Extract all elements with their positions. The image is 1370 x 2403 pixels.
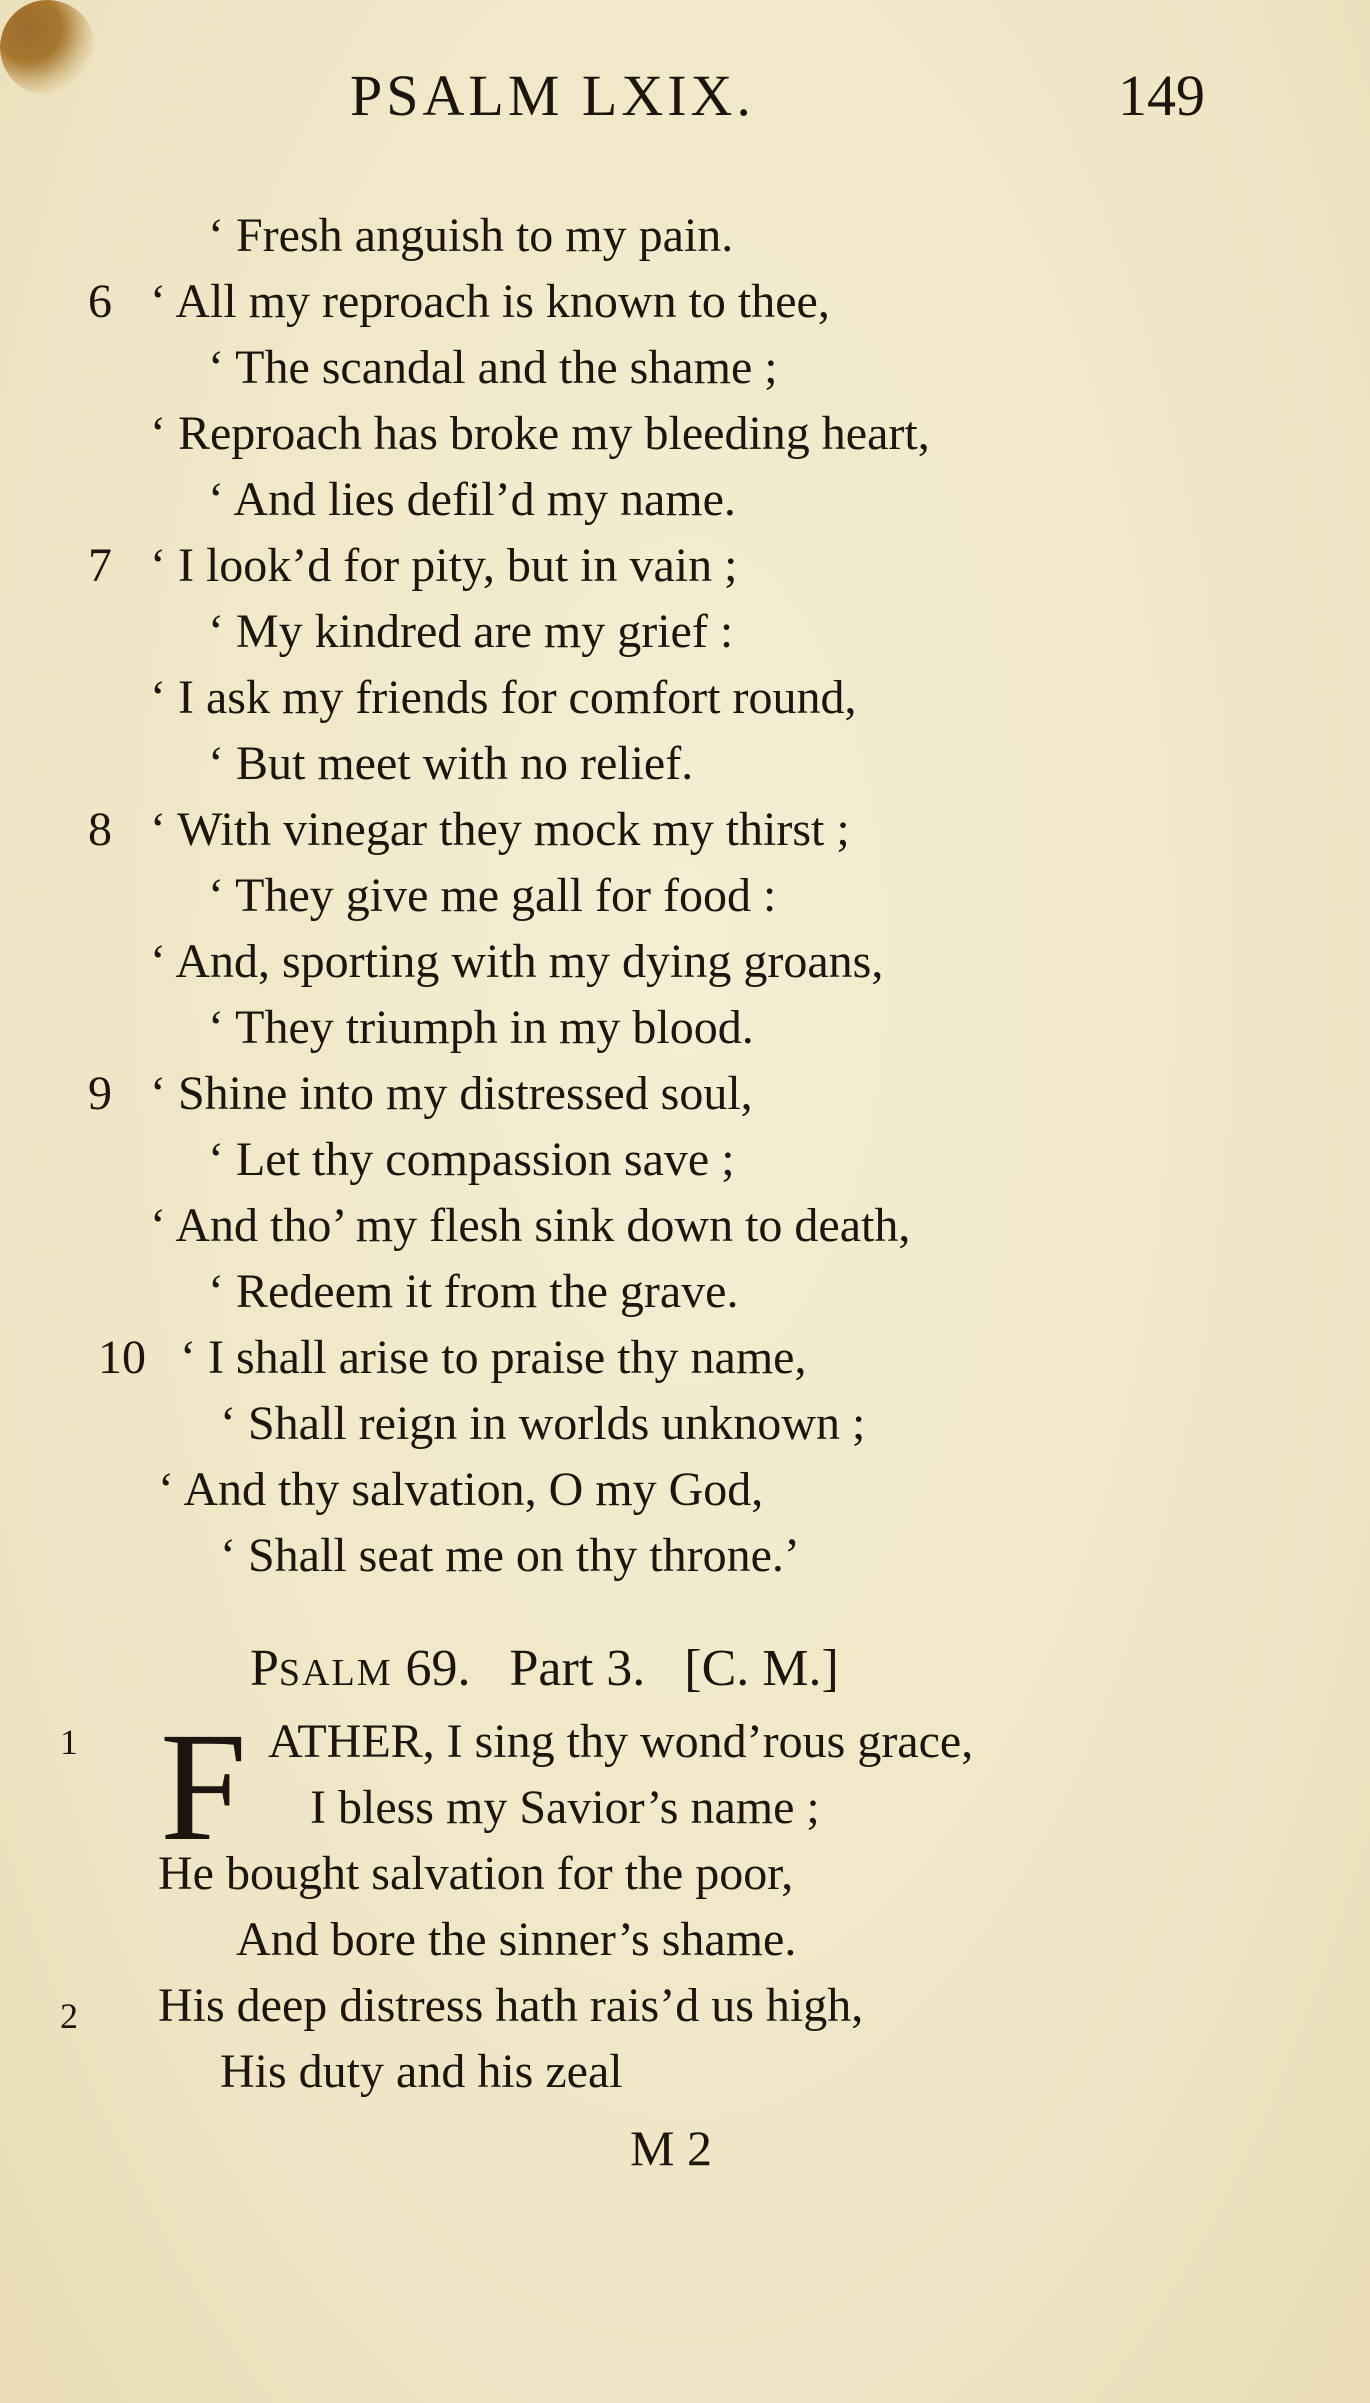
verse-line: ‘ Reproach has broke my bleeding heart, xyxy=(150,407,930,460)
verse-number: 9 xyxy=(88,1067,112,1120)
section-heading xyxy=(250,1636,839,1706)
heading-psalm-smallcaps: SALM xyxy=(278,1652,393,1694)
heading-part: Part 3. xyxy=(509,1640,646,1697)
verse-number: 10 xyxy=(98,1331,146,1384)
verse-line: ‘ I shall arise to praise thy name, xyxy=(180,1331,807,1384)
verse-line: ‘ With vinegar they mock my thirst ; xyxy=(150,803,850,856)
running-head xyxy=(0,62,1370,142)
verse-line: ‘ They triumph in my blood. xyxy=(208,1001,754,1054)
verse-line: ‘ But meet with no relief. xyxy=(208,737,694,790)
heading-meter: [C. M.] xyxy=(684,1640,839,1697)
verse-line: And bore the sinner’s shame. xyxy=(236,1913,797,1966)
signature-mark: M 2 xyxy=(630,2120,712,2176)
verse-line: I bless my Savior’s name ; xyxy=(310,1781,820,1834)
verse-line: His deep distress hath rais’d us high, xyxy=(158,1979,864,2032)
verse-number: 8 xyxy=(88,803,112,856)
verse-number: 2 xyxy=(60,1996,78,2036)
heading-psalm-number: 69. xyxy=(405,1640,471,1697)
verse-line: His duty and his zeal xyxy=(220,2045,623,2098)
verse-line: ‘ Shall seat me on thy throne.’ xyxy=(220,1529,800,1582)
heading-psalm-initial: P xyxy=(250,1640,279,1697)
verse-line: ‘ All my reproach is known to thee, xyxy=(150,275,830,328)
verse-line: ATHER, I sing thy wond’rous grace, xyxy=(268,1715,974,1768)
verse-line: ‘ Shine into my distressed soul, xyxy=(150,1067,753,1120)
verse-line: ‘ And, sporting with my dying groans, xyxy=(150,935,884,988)
verse-number: 7 xyxy=(88,539,112,592)
verse-line: ‘ The scandal and the shame ; xyxy=(208,341,778,394)
verse-line: He bought salvation for the poor, xyxy=(158,1847,794,1900)
verse-line: ‘ And tho’ my flesh sink down to death, xyxy=(150,1199,911,1252)
verse-line: ‘ My kindred are my grief : xyxy=(208,605,734,658)
verse-line: ‘ Fresh anguish to my pain. xyxy=(208,209,734,262)
verse-line: ‘ They give me gall for food : xyxy=(208,869,777,922)
verse-line: ‘ Shall reign in worlds unknown ; xyxy=(220,1397,866,1450)
verse-line: ‘ And lies defil’d my name. xyxy=(208,473,736,526)
verse-number: 6 xyxy=(88,275,112,328)
drop-cap-initial: F xyxy=(160,1700,247,1873)
verse-line: ‘ I ask my friends for comfort round, xyxy=(150,671,857,724)
running-head-title: PSALM LXIX. xyxy=(350,63,755,128)
verse-line: ‘ And thy salvation, O my God, xyxy=(158,1463,764,1516)
verse-line: ‘ Redeem it from the grave. xyxy=(208,1265,739,1318)
page-number: 149 xyxy=(1118,63,1205,128)
verse-line: ‘ I look’d for pity, but in vain ; xyxy=(150,539,738,592)
verse-line: ‘ Let thy compassion save ; xyxy=(208,1133,735,1186)
verse-number: 1 xyxy=(60,1722,78,1762)
